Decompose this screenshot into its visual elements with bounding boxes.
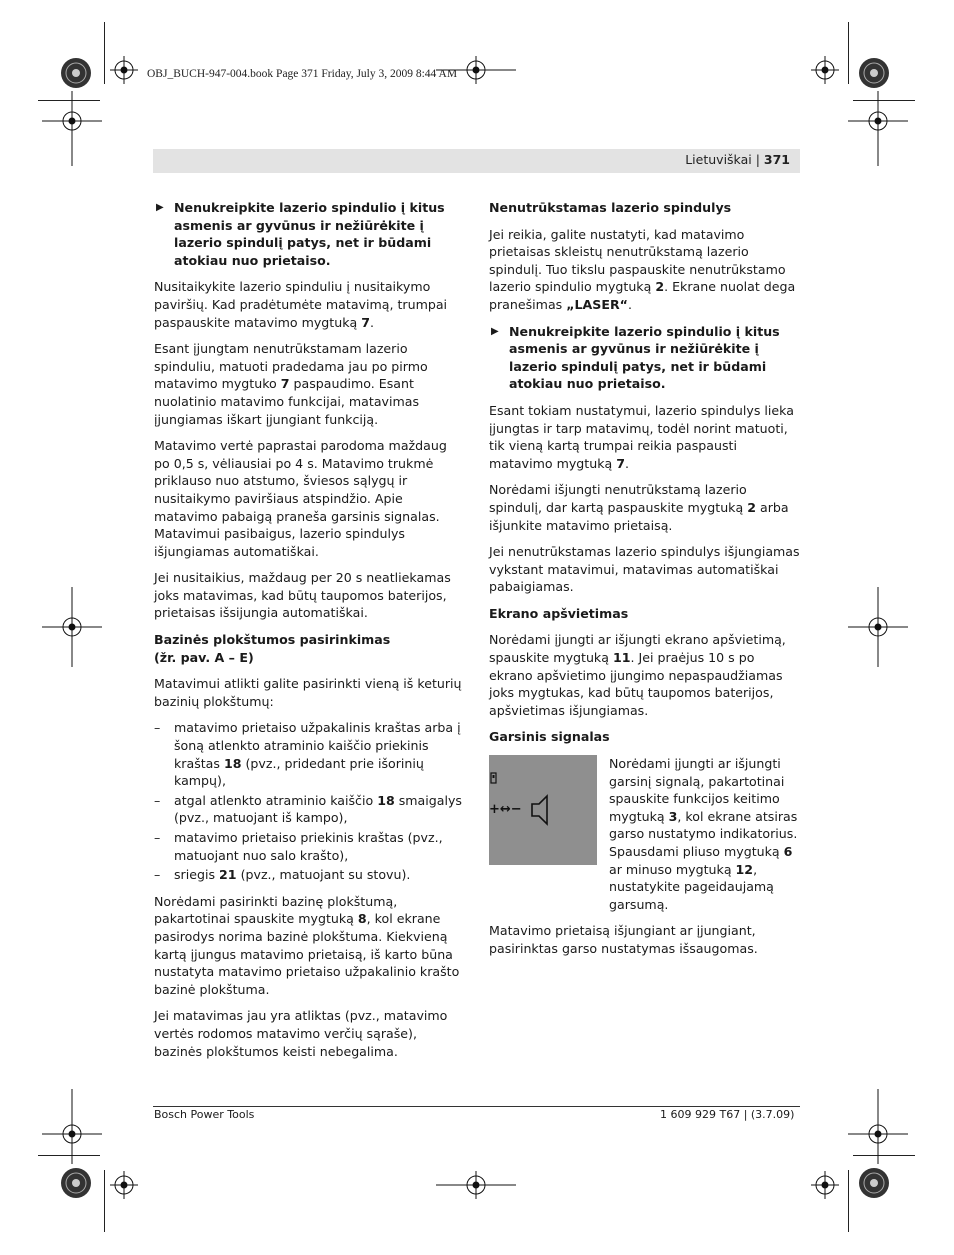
paragraph: Jei nusitaikius, maždaug per 20 s neatliekamas joks matavimas, kad būtų taupomos baterijos, prietaisas išsijungia automatiškai. bbox=[154, 570, 451, 621]
warning bbox=[154, 199, 466, 269]
section-heading: Ekrano apšvietimas bbox=[489, 605, 629, 621]
page-header bbox=[153, 149, 800, 173]
reference-plane-list bbox=[154, 719, 466, 883]
header-separator: | bbox=[755, 152, 760, 167]
paragraph: Nusitaikykite lazerio spinduliu į nusitaikymo paviršių. Kad pradėtumėte matavimą, trumpai paspauskite matavimo mygtuką 7. bbox=[154, 279, 448, 330]
footer-brand: Bosch Power Tools bbox=[154, 1108, 255, 1121]
list-item: – atgal atlenkto atraminio kaiščio 18 smaigalys (pvz., matuojant iš kampo), bbox=[154, 792, 462, 826]
volume-symbol: +↔− bbox=[489, 802, 522, 818]
sound-display-figure bbox=[489, 755, 597, 865]
footer-doc-number: 1 609 929 T67 | (3.7.09) bbox=[660, 1108, 795, 1121]
paragraph: Jei matavimas jau yra atliktas (pvz., matavimo vertės rodomos matavimo verčių sąraše), bazinės plokštumos keisti nebegalima. bbox=[154, 1008, 448, 1059]
paragraph: Jei nenutrūkstamas lazerio spindulys išjungiamas vykstant matavimui, matavimas automatiškai pabaigiamas. bbox=[489, 544, 800, 595]
warning-text: Nenukreipkite lazerio spindulio į kitus asmenis ar gyvūnus ir nežiūrėkite į lazerio spindulį patys, net ir būdami atokiau nuo prietaiso. bbox=[174, 200, 445, 268]
section-heading: Nenutrūkstamas lazerio spindulys bbox=[489, 200, 732, 215]
footer-divider bbox=[153, 1106, 800, 1107]
paragraph: Norėdami įjungti ar išjungti ekrano apšvietimą, spauskite mygtuką 11. Jei praėjus 10 s po ekrano apšvietimo įjungimo nepaspaudžiamas joks mygtukas, kad būtų taupomos baterijos, apšvietimas išjungiamas. bbox=[489, 632, 786, 718]
paragraph: Norėdami įjungti ar išjungti garsinį signalą, pakartotinai spauskite funkcijos keitimo mygtuką 3, kol ekrane atsiras garso nustatymo indikatorius. Spausdami pliuso mygtuką 6 ar minuso mygtuką 12, nustatykite pageidaujamą garsumą. bbox=[609, 756, 798, 912]
left-column bbox=[154, 199, 466, 1069]
page-number: 371 bbox=[763, 152, 790, 167]
list-item: – matavimo prietaiso priekinis kraštas (pvz., matuojant nuo salo krašto), bbox=[154, 830, 443, 863]
list-item: – sriegis 21 (pvz., matuojant su stovu). bbox=[154, 867, 411, 883]
warning bbox=[489, 323, 801, 393]
section-heading: Bazinės plokštumos pasirinkimas (žr. pav. A – E) bbox=[154, 632, 391, 665]
list-item: – matavimo prietaiso užpakalinis kraštas arba į šoną atlenkto atraminio kaiščio priekinis kraštas 18 (pvz., pridedant prie išorinių kampų), bbox=[154, 720, 461, 789]
header-text bbox=[685, 152, 790, 167]
paragraph: Esant įjungtam nenutrūkstamam lazerio spinduliu, matuoti pradedama jau po pirmo matavimo mygtuko 7 paspaudimo. Esant nuolatinio matavimo funkcijai, matavimas įjungiamas iškart įjungiant funkciją. bbox=[154, 341, 428, 427]
paragraph: Jei reikia, galite nustatyti, kad matavimo prietaisas skleistų nenutrūkstamą lazerio spindulį. Tuo tikslu paspauskite nenutrūkstamo lazerio spindulio mygtuką 2. Ekrane nuolat dega pranešimas „LASER“. bbox=[489, 226, 796, 312]
sound-section bbox=[489, 755, 801, 913]
paragraph: Norėdami pasirinkti bazinę plokštumą, pakartotinai spauskite mygtuką 8, kol ekrane pasirodys norima bazinė plokštuma. Kiekvieną kartą įjungus matavimo prietaisą, iš karto būna nustatyta matavimo prietaiso užpakalinio krašto bazinė plokštuma. bbox=[154, 893, 460, 997]
paragraph: Norėdami išjungti nenutrūkstamą lazerio spindulį, dar kartą paspauskite mygtuką 2 arba išjunkite matavimo prietaisą. bbox=[489, 482, 789, 533]
print-info: OBJ_BUCH-947-004.book Page 371 Friday, July 3, 2009 8:44 AM bbox=[147, 68, 458, 80]
warning-arrow-icon: ▶ bbox=[491, 325, 499, 337]
section-heading: Garsinis signalas bbox=[489, 729, 610, 745]
paragraph: Matavimui atlikti galite pasirinkti vieną iš keturių bazinių plokštumų: bbox=[154, 676, 462, 709]
right-column bbox=[489, 199, 801, 967]
paragraph: Matavimo prietaisą išjungiant ar įjungiant, pasirinktas garso nustatymas išsaugomas. bbox=[489, 923, 758, 956]
paragraph: Matavimo vertė paprastai parodoma maždaug po 0,5 s, vėliausiai po 4 s. Matavimo trukmė priklauso nuo atstumo, šviesos sąlygų ir nusitaikymo paviršiaus atspindžio. Apie matavimo pabaigą praneša garsinis signalas. Matavimui pasibaigus, lazerio spindulys išjungiamas automatiškai. bbox=[154, 438, 447, 559]
paragraph: Esant tokiam nustatymui, lazerio spindulys lieka įjungtas ir tarp matavimų, todėl norint matuoti, tik vieną kartą trumpai reikia paspausti matavimo mygtuką 7. bbox=[489, 402, 794, 471]
header-language: Lietuviškai bbox=[685, 152, 752, 167]
warning-text: Nenukreipkite lazerio spindulio į kitus asmenis ar gyvūnus ir nežiūrėkite į lazerio spindulį patys, net ir būdami atokiau nuo prietaiso. bbox=[509, 323, 780, 392]
warning-arrow-icon: ▶ bbox=[156, 202, 164, 213]
